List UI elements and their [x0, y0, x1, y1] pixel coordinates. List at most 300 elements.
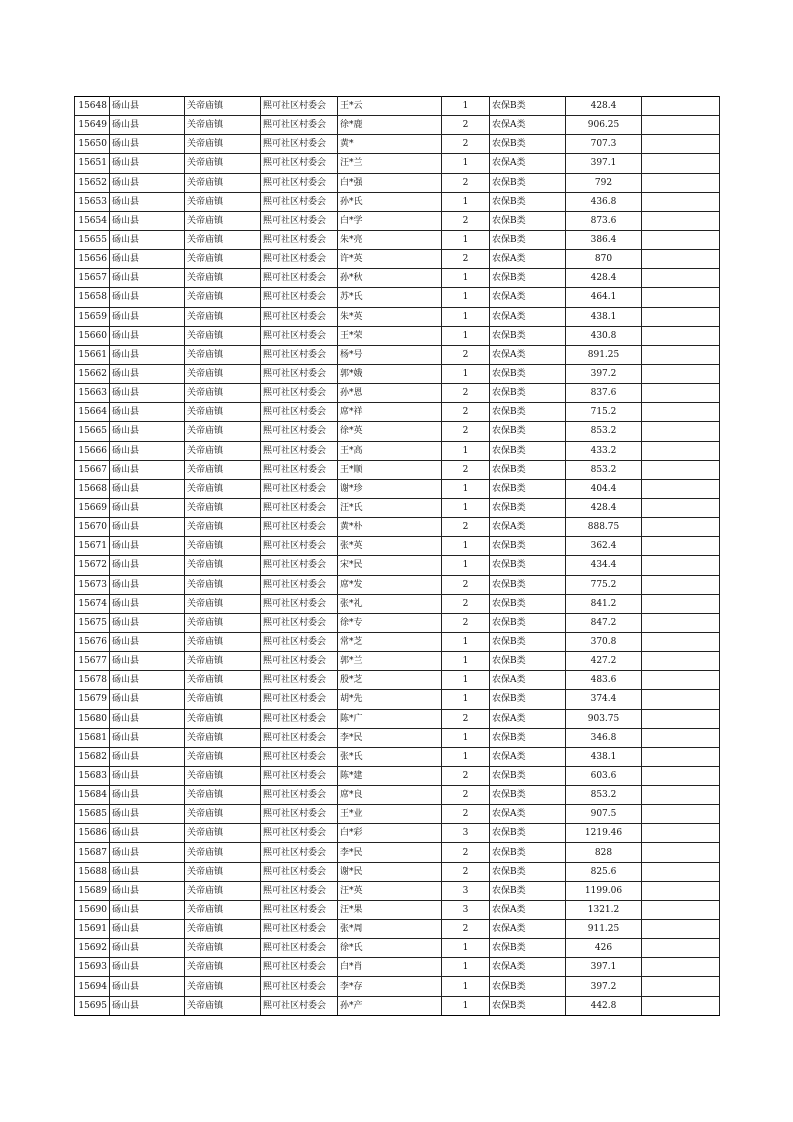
- household-count-cell: 2: [442, 805, 490, 824]
- village-cell: 熙可社区村委会: [261, 326, 338, 345]
- row-id-cell: 15660: [75, 326, 110, 345]
- row-id-cell: 15690: [75, 900, 110, 919]
- household-count-cell: 3: [442, 881, 490, 900]
- household-count-cell: 2: [442, 594, 490, 613]
- town-cell: 关帝庙镇: [185, 97, 261, 116]
- county-cell: 砀山县: [110, 364, 185, 383]
- village-cell: 熙可社区村委会: [261, 556, 338, 575]
- insurance-type-cell: 农保A类: [490, 250, 566, 269]
- insurance-type-cell: 农保A类: [490, 116, 566, 135]
- village-cell: 熙可社区村委会: [261, 766, 338, 785]
- row-id-cell: 15649: [75, 116, 110, 135]
- name-cell: 徐*鹿: [338, 116, 442, 135]
- village-cell: 熙可社区村委会: [261, 747, 338, 766]
- row-id-cell: 15648: [75, 97, 110, 116]
- amount-cell: 397.2: [566, 364, 642, 383]
- household-count-cell: 1: [442, 556, 490, 575]
- insurance-type-cell: 农保B类: [490, 977, 566, 996]
- insurance-type-cell: 农保B类: [490, 479, 566, 498]
- amount-cell: 434.4: [566, 556, 642, 575]
- household-count-cell: 1: [442, 192, 490, 211]
- household-count-cell: 3: [442, 900, 490, 919]
- row-id-cell: 15657: [75, 269, 110, 288]
- town-cell: 关帝庙镇: [185, 652, 261, 671]
- table-row: [75, 116, 720, 135]
- household-count-cell: 2: [442, 250, 490, 269]
- name-cell: 李*民: [338, 843, 442, 862]
- note-cell: [642, 862, 720, 881]
- town-cell: 关帝庙镇: [185, 345, 261, 364]
- table-row: [75, 192, 720, 211]
- town-cell: 关帝庙镇: [185, 977, 261, 996]
- town-cell: 关帝庙镇: [185, 518, 261, 537]
- note-cell: [642, 824, 720, 843]
- village-cell: 熙可社区村委会: [261, 230, 338, 249]
- row-id-cell: 15672: [75, 556, 110, 575]
- town-cell: 关帝庙镇: [185, 575, 261, 594]
- note-cell: [642, 135, 720, 154]
- note-cell: [642, 556, 720, 575]
- table-row: [75, 479, 720, 498]
- row-id-cell: 15650: [75, 135, 110, 154]
- amount-cell: 433.2: [566, 441, 642, 460]
- name-cell: 陈*建: [338, 766, 442, 785]
- note-cell: [642, 652, 720, 671]
- amount-cell: 853.2: [566, 460, 642, 479]
- county-cell: 砀山县: [110, 97, 185, 116]
- row-id-cell: 15674: [75, 594, 110, 613]
- county-cell: 砀山县: [110, 939, 185, 958]
- note-cell: [642, 575, 720, 594]
- table-row: [75, 250, 720, 269]
- table-row: [75, 307, 720, 326]
- row-id-cell: 15670: [75, 518, 110, 537]
- county-cell: 砀山县: [110, 632, 185, 651]
- table-row: [75, 384, 720, 403]
- amount-cell: 397.1: [566, 154, 642, 173]
- table-row: [75, 135, 720, 154]
- county-cell: 砀山县: [110, 862, 185, 881]
- note-cell: [642, 709, 720, 728]
- village-cell: 熙可社区村委会: [261, 843, 338, 862]
- household-count-cell: 1: [442, 958, 490, 977]
- table-row: [75, 766, 720, 785]
- town-cell: 关帝庙镇: [185, 384, 261, 403]
- table-row: [75, 824, 720, 843]
- insurance-type-cell: 农保B类: [490, 460, 566, 479]
- note-cell: [642, 403, 720, 422]
- town-cell: 关帝庙镇: [185, 250, 261, 269]
- table-row: [75, 575, 720, 594]
- name-cell: 宋*民: [338, 556, 442, 575]
- household-count-cell: 2: [442, 786, 490, 805]
- amount-cell: 853.2: [566, 422, 642, 441]
- county-cell: 砀山县: [110, 422, 185, 441]
- insurance-type-cell: 农保B类: [490, 384, 566, 403]
- amount-cell: 428.4: [566, 269, 642, 288]
- town-cell: 关帝庙镇: [185, 307, 261, 326]
- county-cell: 砀山县: [110, 345, 185, 364]
- county-cell: 砀山县: [110, 173, 185, 192]
- note-cell: [642, 537, 720, 556]
- row-id-cell: 15692: [75, 939, 110, 958]
- village-cell: 熙可社区村委会: [261, 288, 338, 307]
- village-cell: 熙可社区村委会: [261, 211, 338, 230]
- insurance-type-cell: 农保A类: [490, 154, 566, 173]
- household-count-cell: 2: [442, 422, 490, 441]
- village-cell: 熙可社区村委会: [261, 116, 338, 135]
- town-cell: 关帝庙镇: [185, 690, 261, 709]
- county-cell: 砀山县: [110, 556, 185, 575]
- insurance-type-cell: 农保B类: [490, 537, 566, 556]
- table-row: [75, 996, 720, 1015]
- insurance-type-cell: 农保B类: [490, 211, 566, 230]
- household-count-cell: 1: [442, 939, 490, 958]
- amount-cell: 428.4: [566, 498, 642, 517]
- row-id-cell: 15666: [75, 441, 110, 460]
- amount-cell: 426: [566, 939, 642, 958]
- note-cell: [642, 192, 720, 211]
- household-count-cell: 2: [442, 116, 490, 135]
- amount-cell: 1219.46: [566, 824, 642, 843]
- county-cell: 砀山县: [110, 709, 185, 728]
- table-row: [75, 671, 720, 690]
- county-cell: 砀山县: [110, 881, 185, 900]
- table-row: [75, 326, 720, 345]
- note-cell: [642, 881, 720, 900]
- row-id-cell: 15671: [75, 537, 110, 556]
- table-row: [75, 556, 720, 575]
- note-cell: [642, 900, 720, 919]
- amount-cell: 1199.06: [566, 881, 642, 900]
- town-cell: 关帝庙镇: [185, 900, 261, 919]
- village-cell: 熙可社区村委会: [261, 364, 338, 383]
- row-id-cell: 15668: [75, 479, 110, 498]
- insurance-type-cell: 农保B类: [490, 996, 566, 1015]
- insurance-type-cell: 农保B类: [490, 652, 566, 671]
- town-cell: 关帝庙镇: [185, 786, 261, 805]
- amount-cell: 775.2: [566, 575, 642, 594]
- village-cell: 熙可社区村委会: [261, 728, 338, 747]
- amount-cell: 427.2: [566, 652, 642, 671]
- note-cell: [642, 211, 720, 230]
- amount-cell: 1321.2: [566, 900, 642, 919]
- county-cell: 砀山县: [110, 690, 185, 709]
- household-count-cell: 1: [442, 307, 490, 326]
- name-cell: 陈*广: [338, 709, 442, 728]
- name-cell: 徐*英: [338, 422, 442, 441]
- household-count-cell: 1: [442, 977, 490, 996]
- insurance-type-cell: 农保A类: [490, 920, 566, 939]
- insurance-type-cell: 农保B类: [490, 269, 566, 288]
- table-row: [75, 805, 720, 824]
- village-cell: 熙可社区村委会: [261, 384, 338, 403]
- village-cell: 熙可社区村委会: [261, 422, 338, 441]
- village-cell: 熙可社区村委会: [261, 862, 338, 881]
- amount-cell: 374.4: [566, 690, 642, 709]
- town-cell: 关帝庙镇: [185, 728, 261, 747]
- village-cell: 熙可社区村委会: [261, 690, 338, 709]
- town-cell: 关帝庙镇: [185, 364, 261, 383]
- household-count-cell: 1: [442, 996, 490, 1015]
- note-cell: [642, 154, 720, 173]
- household-count-cell: 1: [442, 154, 490, 173]
- amount-cell: 828: [566, 843, 642, 862]
- table-row: [75, 786, 720, 805]
- county-cell: 砀山县: [110, 288, 185, 307]
- insurance-type-cell: 农保A类: [490, 307, 566, 326]
- row-id-cell: 15662: [75, 364, 110, 383]
- table-row: [75, 881, 720, 900]
- household-count-cell: 1: [442, 537, 490, 556]
- insurance-type-cell: 农保B类: [490, 632, 566, 651]
- town-cell: 关帝庙镇: [185, 537, 261, 556]
- insurance-type-cell: 农保B类: [490, 594, 566, 613]
- note-cell: [642, 422, 720, 441]
- name-cell: 孙*产: [338, 996, 442, 1015]
- village-cell: 熙可社区村委会: [261, 613, 338, 632]
- amount-cell: 707.3: [566, 135, 642, 154]
- household-count-cell: 1: [442, 97, 490, 116]
- row-id-cell: 15691: [75, 920, 110, 939]
- town-cell: 关帝庙镇: [185, 824, 261, 843]
- table-row: [75, 518, 720, 537]
- county-cell: 砀山县: [110, 403, 185, 422]
- name-cell: 王*顺: [338, 460, 442, 479]
- household-count-cell: 1: [442, 747, 490, 766]
- row-id-cell: 15665: [75, 422, 110, 441]
- note-cell: [642, 116, 720, 135]
- table-row: [75, 441, 720, 460]
- row-id-cell: 15651: [75, 154, 110, 173]
- town-cell: 关帝庙镇: [185, 939, 261, 958]
- county-cell: 砀山县: [110, 518, 185, 537]
- town-cell: 关帝庙镇: [185, 747, 261, 766]
- county-cell: 砀山县: [110, 786, 185, 805]
- amount-cell: 888.75: [566, 518, 642, 537]
- amount-cell: 853.2: [566, 786, 642, 805]
- table-row: [75, 269, 720, 288]
- amount-cell: 442.8: [566, 996, 642, 1015]
- note-cell: [642, 728, 720, 747]
- name-cell: 王*高: [338, 441, 442, 460]
- table-row: [75, 843, 720, 862]
- name-cell: 张*英: [338, 537, 442, 556]
- county-cell: 砀山县: [110, 728, 185, 747]
- county-cell: 砀山县: [110, 460, 185, 479]
- name-cell: 郭*兰: [338, 652, 442, 671]
- insurance-type-cell: 农保B类: [490, 192, 566, 211]
- county-cell: 砀山县: [110, 192, 185, 211]
- insurance-type-cell: 农保B类: [490, 230, 566, 249]
- name-cell: 黄*朴: [338, 518, 442, 537]
- amount-cell: 397.1: [566, 958, 642, 977]
- county-cell: 砀山县: [110, 211, 185, 230]
- county-cell: 砀山县: [110, 977, 185, 996]
- town-cell: 关帝庙镇: [185, 326, 261, 345]
- amount-cell: 903.75: [566, 709, 642, 728]
- insurance-type-cell: 农保B类: [490, 364, 566, 383]
- town-cell: 关帝庙镇: [185, 671, 261, 690]
- household-count-cell: 1: [442, 441, 490, 460]
- row-id-cell: 15658: [75, 288, 110, 307]
- household-count-cell: 2: [442, 575, 490, 594]
- amount-cell: 825.6: [566, 862, 642, 881]
- row-id-cell: 15653: [75, 192, 110, 211]
- name-cell: 王*荣: [338, 326, 442, 345]
- county-cell: 砀山县: [110, 250, 185, 269]
- town-cell: 关帝庙镇: [185, 230, 261, 249]
- table-row: [75, 422, 720, 441]
- village-cell: 熙可社区村委会: [261, 958, 338, 977]
- table-row: [75, 154, 720, 173]
- village-cell: 熙可社区村委会: [261, 977, 338, 996]
- town-cell: 关帝庙镇: [185, 881, 261, 900]
- row-id-cell: 15663: [75, 384, 110, 403]
- village-cell: 熙可社区村委会: [261, 192, 338, 211]
- name-cell: 席*良: [338, 786, 442, 805]
- household-count-cell: 1: [442, 479, 490, 498]
- household-count-cell: 2: [442, 613, 490, 632]
- county-cell: 砀山县: [110, 900, 185, 919]
- village-cell: 熙可社区村委会: [261, 479, 338, 498]
- name-cell: 黄*: [338, 135, 442, 154]
- insurance-type-cell: 农保A类: [490, 900, 566, 919]
- note-cell: [642, 479, 720, 498]
- note-cell: [642, 288, 720, 307]
- note-cell: [642, 958, 720, 977]
- insurance-type-cell: 农保A类: [490, 747, 566, 766]
- note-cell: [642, 173, 720, 192]
- county-cell: 砀山县: [110, 805, 185, 824]
- table-row: [75, 594, 720, 613]
- table-row: [75, 97, 720, 116]
- name-cell: 郭*娥: [338, 364, 442, 383]
- county-cell: 砀山县: [110, 996, 185, 1015]
- town-cell: 关帝庙镇: [185, 269, 261, 288]
- county-cell: 砀山县: [110, 230, 185, 249]
- note-cell: [642, 977, 720, 996]
- town-cell: 关帝庙镇: [185, 996, 261, 1015]
- insurance-type-cell: 农保A类: [490, 805, 566, 824]
- note-cell: [642, 671, 720, 690]
- county-cell: 砀山县: [110, 479, 185, 498]
- row-id-cell: 15661: [75, 345, 110, 364]
- household-count-cell: 2: [442, 709, 490, 728]
- row-id-cell: 15686: [75, 824, 110, 843]
- town-cell: 关帝庙镇: [185, 843, 261, 862]
- table-row: [75, 498, 720, 517]
- table-row: [75, 173, 720, 192]
- row-id-cell: 15656: [75, 250, 110, 269]
- row-id-cell: 15678: [75, 671, 110, 690]
- insurance-type-cell: 农保B类: [490, 728, 566, 747]
- insurance-type-cell: 农保B类: [490, 326, 566, 345]
- amount-cell: 870: [566, 250, 642, 269]
- insurance-type-cell: 农保B类: [490, 939, 566, 958]
- amount-cell: 404.4: [566, 479, 642, 498]
- insurance-type-cell: 农保B类: [490, 173, 566, 192]
- note-cell: [642, 364, 720, 383]
- insurance-type-cell: 农保B类: [490, 766, 566, 785]
- name-cell: 孙*恩: [338, 384, 442, 403]
- beneficiary-table: [74, 96, 720, 1016]
- name-cell: 白*学: [338, 211, 442, 230]
- household-count-cell: 1: [442, 498, 490, 517]
- note-cell: [642, 307, 720, 326]
- note-cell: [642, 345, 720, 364]
- note-cell: [642, 326, 720, 345]
- insurance-type-cell: 农保B类: [490, 498, 566, 517]
- amount-cell: 464.1: [566, 288, 642, 307]
- amount-cell: 891.25: [566, 345, 642, 364]
- table-row: [75, 632, 720, 651]
- insurance-type-cell: 农保B类: [490, 881, 566, 900]
- note-cell: [642, 996, 720, 1015]
- name-cell: 胡*先: [338, 690, 442, 709]
- town-cell: 关帝庙镇: [185, 594, 261, 613]
- town-cell: 关帝庙镇: [185, 709, 261, 728]
- amount-cell: 841.2: [566, 594, 642, 613]
- note-cell: [642, 441, 720, 460]
- household-count-cell: 2: [442, 211, 490, 230]
- name-cell: 徐*氏: [338, 939, 442, 958]
- village-cell: 熙可社区村委会: [261, 805, 338, 824]
- insurance-type-cell: 农保B类: [490, 556, 566, 575]
- name-cell: 张*氏: [338, 747, 442, 766]
- name-cell: 许*英: [338, 250, 442, 269]
- name-cell: 谢*民: [338, 862, 442, 881]
- note-cell: [642, 786, 720, 805]
- household-count-cell: 1: [442, 269, 490, 288]
- household-count-cell: 1: [442, 326, 490, 345]
- insurance-type-cell: 农保A类: [490, 958, 566, 977]
- table-row: [75, 920, 720, 939]
- insurance-type-cell: 农保B类: [490, 422, 566, 441]
- note-cell: [642, 594, 720, 613]
- village-cell: 熙可社区村委会: [261, 173, 338, 192]
- village-cell: 熙可社区村委会: [261, 518, 338, 537]
- insurance-type-cell: 农保B类: [490, 786, 566, 805]
- county-cell: 砀山县: [110, 116, 185, 135]
- county-cell: 砀山县: [110, 920, 185, 939]
- table-row: [75, 958, 720, 977]
- town-cell: 关帝庙镇: [185, 632, 261, 651]
- name-cell: 汪*氏: [338, 498, 442, 517]
- note-cell: [642, 498, 720, 517]
- county-cell: 砀山县: [110, 613, 185, 632]
- county-cell: 砀山县: [110, 824, 185, 843]
- insurance-type-cell: 农保B类: [490, 843, 566, 862]
- village-cell: 熙可社区村委会: [261, 996, 338, 1015]
- row-id-cell: 15689: [75, 881, 110, 900]
- village-cell: 熙可社区村委会: [261, 632, 338, 651]
- county-cell: 砀山县: [110, 307, 185, 326]
- town-cell: 关帝庙镇: [185, 211, 261, 230]
- village-cell: 熙可社区村委会: [261, 269, 338, 288]
- household-count-cell: 1: [442, 288, 490, 307]
- table-row: [75, 403, 720, 422]
- name-cell: 汪*英: [338, 881, 442, 900]
- household-count-cell: 2: [442, 843, 490, 862]
- note-cell: [642, 690, 720, 709]
- name-cell: 汪*果: [338, 900, 442, 919]
- row-id-cell: 15695: [75, 996, 110, 1015]
- note-cell: [642, 747, 720, 766]
- row-id-cell: 15676: [75, 632, 110, 651]
- note-cell: [642, 766, 720, 785]
- town-cell: 关帝庙镇: [185, 116, 261, 135]
